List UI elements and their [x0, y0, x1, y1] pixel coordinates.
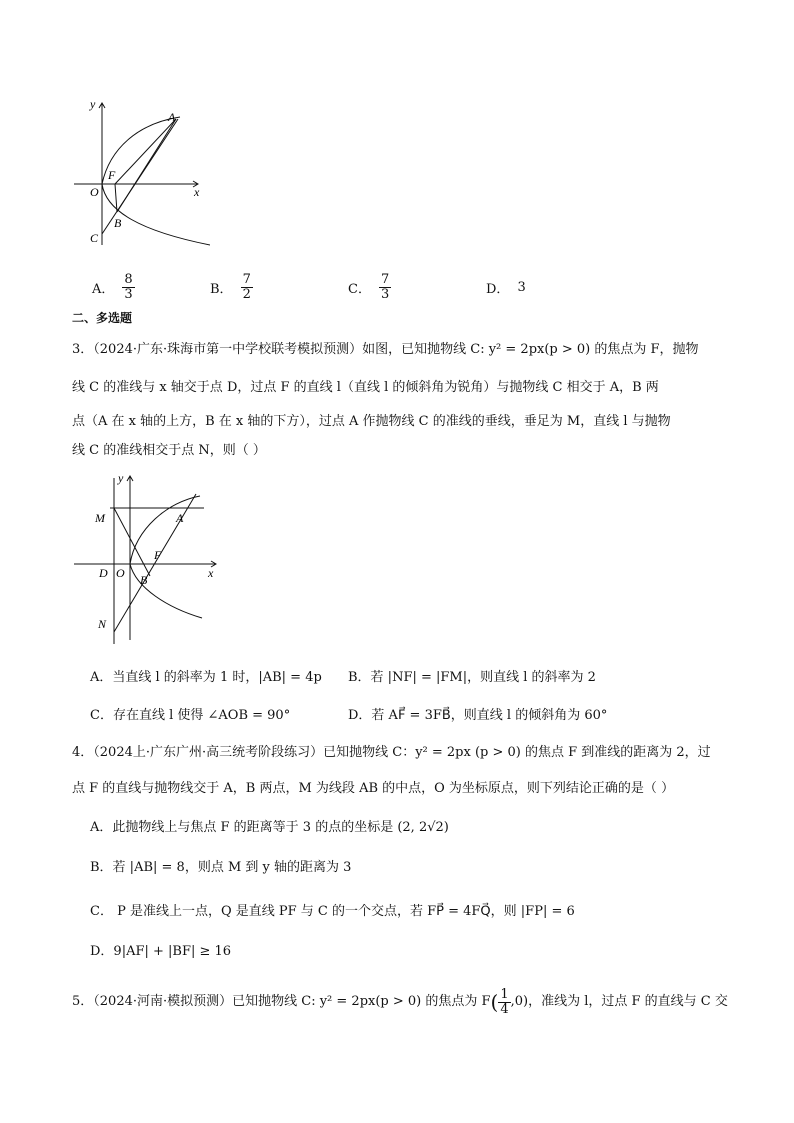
- line-BA: [117, 119, 176, 212]
- q2-option-b-fraction: [241, 273, 253, 302]
- q5-line-1: [72, 984, 732, 1020]
- q5-text-post: ,0)，准线为 l，过点 F 的直线与 C 交: [510, 994, 728, 1009]
- label-M: M: [95, 511, 105, 525]
- label-A: A: [168, 110, 176, 124]
- figure-parabola-2: [70, 468, 230, 648]
- q3-line-1: 3．（2024·广东·珠海市第一中学校联考模拟预测）如图，已知抛物线 C: y² = 2px(p > 0) 的焦点为 F，抛物: [72, 342, 699, 357]
- q5-paren-open: (: [490, 990, 499, 1014]
- q2-option-b: [210, 270, 253, 304]
- q5-frac-num: 1: [500, 986, 509, 1002]
- q2-option-a-num: 8: [124, 271, 133, 287]
- q3-option-a: A．当直线 l 的斜率为 1 时，|AB| = 4p: [90, 670, 322, 685]
- q3-option-c: C．存在直线 l 使得 ∠AOB = 90°: [90, 708, 291, 723]
- label-F: F: [154, 548, 162, 562]
- label-F: F: [108, 168, 116, 182]
- q2-option-d-value: 3: [517, 279, 526, 295]
- q2-option-a-den: 3: [124, 286, 133, 302]
- q2-option-a: [92, 270, 135, 304]
- q4-line-2: 点 F 的直线与抛物线交于 A，B 两点，M 为线段 AB 的中点，O 为坐标原点，则下列结论正确的是（ ）: [72, 781, 675, 796]
- q2-option-a-fraction: [122, 273, 134, 302]
- q4-option-d: D．9|AF| + |BF| ≥ 16: [90, 944, 232, 959]
- q3-line-2: 线 C 的准线与 x 轴交于点 D，过点 F 的直线 l（直线 l 的倾斜角为锐角）与抛物线 C 相交于 A，B 两: [72, 380, 659, 395]
- figure-parabola-1: [70, 95, 210, 255]
- label-B: B: [140, 573, 148, 587]
- label-N: N: [98, 617, 107, 631]
- label-x: x: [208, 566, 214, 580]
- q5-focus-fraction: [498, 988, 510, 1017]
- q2-option-d-letter: D．: [486, 281, 510, 297]
- q5-frac-den: 4: [500, 1001, 509, 1017]
- q2-option-a-letter: A．: [92, 281, 115, 297]
- q2-option-c-fraction: [379, 273, 391, 302]
- q2-option-d: [486, 270, 526, 304]
- q4-line-1: 4．（2024上·广东广州·高三统考阶段练习）已知抛物线 C：y² = 2px (p > 0) 的焦点 F 到准线的距离为 2，过: [72, 745, 711, 760]
- q2-option-b-num: 7: [242, 271, 251, 287]
- q2-option-c-num: 7: [380, 271, 390, 287]
- label-O: O: [90, 185, 99, 199]
- q2-option-c-letter: C．: [348, 281, 371, 297]
- q3-option-b: B．若 |NF| = |FM|，则直线 l 的斜率为 2: [348, 670, 596, 685]
- line-FA: [115, 119, 176, 184]
- label-C: C: [90, 231, 99, 245]
- q4-option-b: B．若 |AB| = 8，则点 M 到 y 轴的距离为 3: [90, 860, 352, 875]
- q4-option-c: C． P 是准线上一点，Q 是直线 PF 与 C 的一个交点，若 FP⃗ = 4FQ⃗，则 |FP| = 6: [90, 904, 575, 919]
- q3-line-3: 点（A 在 x 轴的上方，B 在 x 轴的下方），过点 A 作抛物线 C 的准线的垂线，垂足为 M，直线 l 与抛物: [72, 414, 671, 429]
- q4-option-a: A．此抛物线上与焦点 F 的距离等于 3 的点的坐标是 (2, 2√2): [90, 820, 449, 835]
- label-A: A: [176, 511, 184, 525]
- q2-option-c-den: 3: [380, 286, 390, 302]
- section-title: 二、多选题: [72, 311, 133, 325]
- q3-option-d: D．若 AF⃗ = 3FB⃗，则直线 l 的倾斜角为 60°: [348, 708, 608, 723]
- label-y: y: [90, 97, 96, 111]
- q5-text-pre: 5．（2024·河南·模拟预测）已知抛物线 C: y² = 2px(p > 0) 的焦点为 F: [72, 994, 491, 1009]
- parabola-curve: [130, 496, 202, 618]
- label-D: D: [99, 566, 108, 580]
- label-y: y: [118, 471, 124, 485]
- q3-line-4: 线 C 的准线相交于点 N，则（ ）: [72, 443, 266, 458]
- q2-option-c: [348, 270, 391, 304]
- label-x: x: [194, 185, 200, 199]
- q2-option-b-den: 2: [242, 286, 251, 302]
- q2-option-b-letter: B．: [210, 281, 233, 297]
- label-B: B: [114, 216, 122, 230]
- label-O: O: [116, 566, 125, 580]
